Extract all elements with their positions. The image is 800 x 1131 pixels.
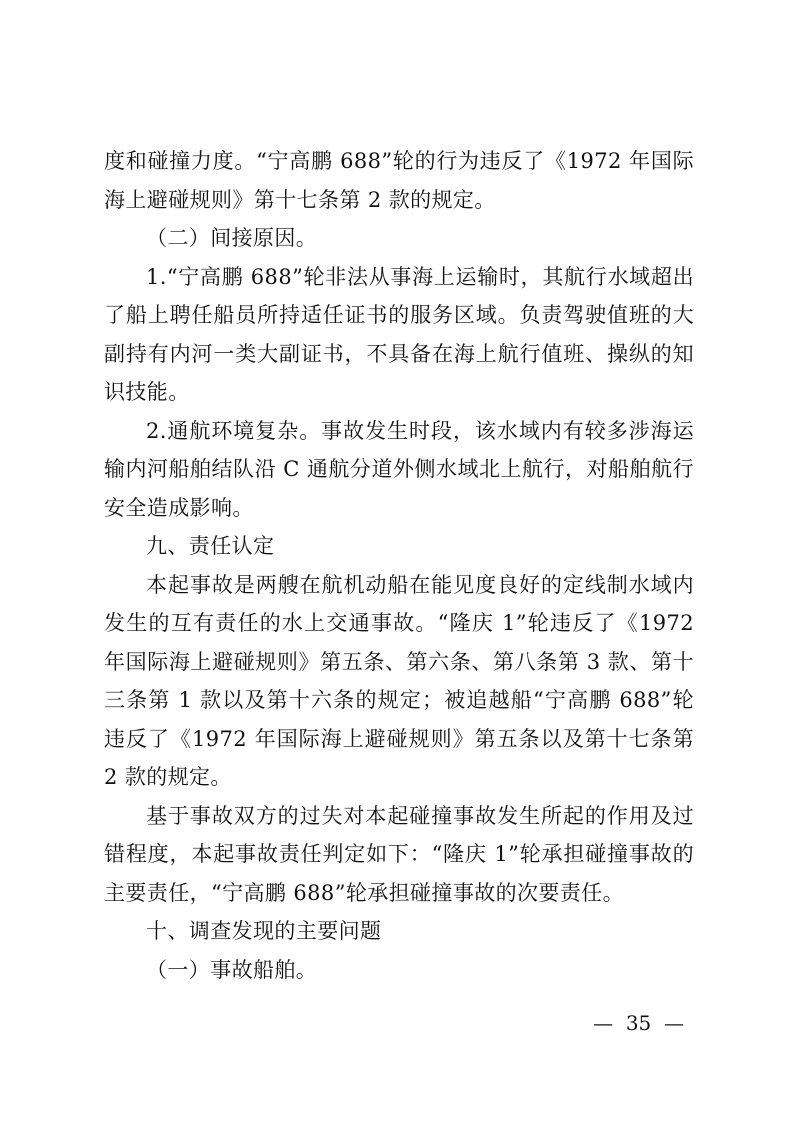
paragraph-item-2: 2.通航环境复杂。事故发生时段，该水域内有较多涉海运输内河船舶结队沿 C 通航分道外侧水域北上航行，对船舶航行安全造成影响。: [104, 418, 694, 520]
page-content: [104, 142, 694, 989]
paragraph-accident-vessels: （一）事故船舶。: [146, 957, 318, 982]
paragraph-continued: 度和碰撞力度。“宁高鹏 688”轮的行为违反了《1972 年国际海上避碰规则》第十七条第 2 款的规定。: [104, 149, 694, 212]
section-heading-main-issues: 十、调查发现的主要问题: [146, 919, 382, 943]
page-number: — 35 —: [593, 1011, 684, 1035]
section-heading-responsibility: 九、责任认定: [146, 534, 275, 558]
paragraph-item-1: 1.“宁高鹏 688”轮非法从事海上运输时，其航行水域超出了船上聘任船员所持适任证书的服务区域。负责驾驶值班的大副持有内河一类大副证书，不具备在海上航行值班、操纵的知识技能。: [104, 264, 694, 404]
paragraph-responsibility: 本起事故是两艘在航机动船在能见度良好的定线制水域内发生的互有责任的水上交通事故。“隆庆 1”轮违反了《1972 年国际海上避碰规则》第五条、第六条、第八条第 3 款、第十三条第 1 款以及第十六条的规定；被追越船“宁高鹏 688”轮违反了《1972 年国际海上避碰规则》第五条以及第十七条第 2 款的规定。: [104, 572, 694, 789]
paragraph-responsibility-judgement: 基于事故双方的过失对本起碰撞事故发生所起的作用及过错程度，本起事故责任判定如下：“隆庆 1”轮承担碰撞事故的主要责任，“宁高鹏 688”轮承担碰撞事故的次要责任。: [104, 803, 694, 905]
paragraph-indirect-cause-heading: （二）间接原因。: [146, 226, 318, 250]
